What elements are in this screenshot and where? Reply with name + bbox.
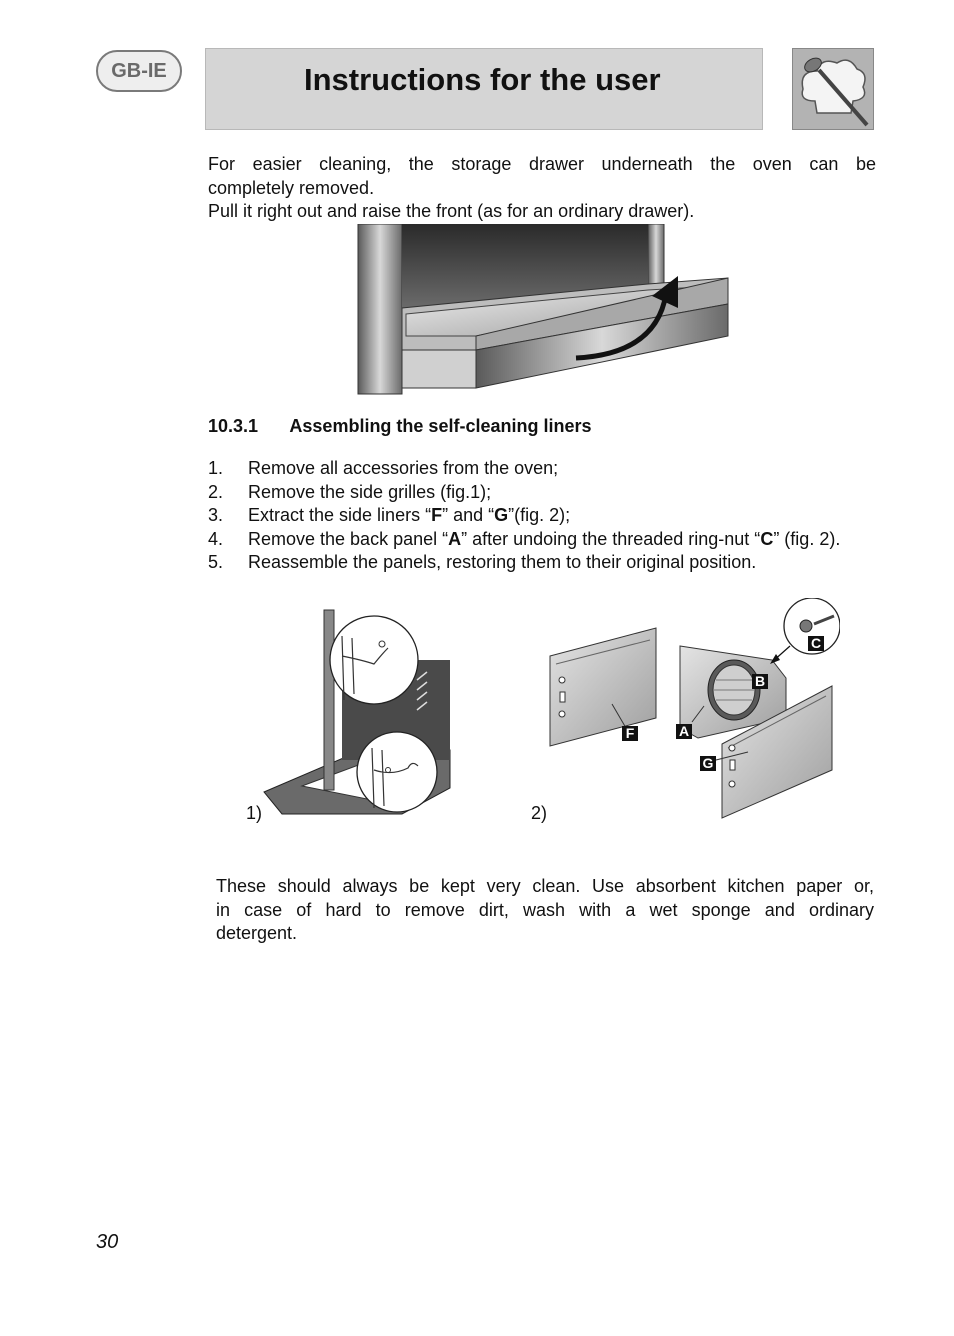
list-item-text-fragment: ”(fig. 2); [508, 505, 571, 525]
page-title: Instructions for the user [304, 62, 661, 97]
list-item-text-fragment: Extract the side liners “ [248, 505, 432, 525]
part-reference: F [431, 505, 443, 525]
callout-g: G [700, 756, 716, 771]
callout-a: A [676, 724, 692, 739]
callout-c: C [808, 636, 824, 651]
chef-hat-spoon-icon [792, 48, 874, 130]
closing-line-1: These should always be kept very clean. Use absorbent kitchen paper or, [216, 876, 874, 896]
fig1-oven-grille-illustration [262, 600, 452, 822]
list-item [208, 551, 876, 575]
section-title: Assembling the self-cleaning liners [289, 416, 592, 436]
fig2-liner-panels-illustration [546, 598, 840, 822]
steps-list [208, 457, 876, 575]
list-item-number: 1. [208, 458, 224, 478]
closing-line-2: in case of hard to remove dirt, wash with a wet sponge and ordinary [216, 899, 874, 920]
list-item [208, 481, 876, 505]
list-item-text-fragment: ” and “ [442, 505, 495, 525]
closing-line-3: detergent. [216, 923, 298, 943]
list-item-text-fragment: ” after undoing the threaded ring-nut “ [461, 528, 761, 549]
list-item-text-fragment: Remove all accessories from the oven; [248, 458, 559, 478]
list-item-text [248, 551, 876, 575]
section-number: 10.3.1 [208, 416, 259, 436]
list-item-text-fragment: Remove the back panel “ [248, 528, 449, 549]
fig1-label: 1) [246, 803, 263, 823]
callout-b: B [752, 674, 768, 689]
list-item [208, 528, 876, 552]
closing-paragraph [216, 875, 874, 946]
list-item [208, 504, 876, 528]
part-reference: C [760, 528, 774, 549]
list-item-text-fragment: Reassemble the panels, restoring them to their original position. [248, 552, 757, 572]
list-item-number: 5. [208, 552, 224, 572]
language-badge: GB-IE [96, 50, 182, 92]
list-item [208, 457, 876, 481]
list-item-text [248, 504, 876, 528]
intro-line-1: For easier cleaning, the storage drawer underneath the oven can be [208, 154, 876, 174]
intro-line-3: Pull it right out and raise the front (as for an ordinary drawer). [208, 201, 695, 221]
list-item-text [248, 528, 876, 552]
list-item-number: 3. [208, 505, 224, 525]
intro-paragraph [208, 153, 876, 224]
list-item-text [248, 481, 876, 505]
fig2-label: 2) [531, 803, 548, 823]
page-number: 30 [96, 1231, 119, 1253]
part-reference: A [448, 528, 462, 549]
part-reference: G [494, 505, 509, 525]
drawer-removal-illustration [356, 224, 730, 396]
section-heading [208, 416, 592, 437]
callout-f: F [622, 726, 638, 741]
list-item-text [248, 457, 876, 481]
intro-line-2: completely removed. [208, 177, 375, 198]
list-item-text-fragment: ” (fig. 2). [773, 528, 841, 549]
list-item-text-fragment: Remove the side grilles (fig.1); [248, 481, 492, 502]
list-item-number: 2. [208, 481, 224, 502]
list-item-number: 4. [208, 528, 224, 549]
